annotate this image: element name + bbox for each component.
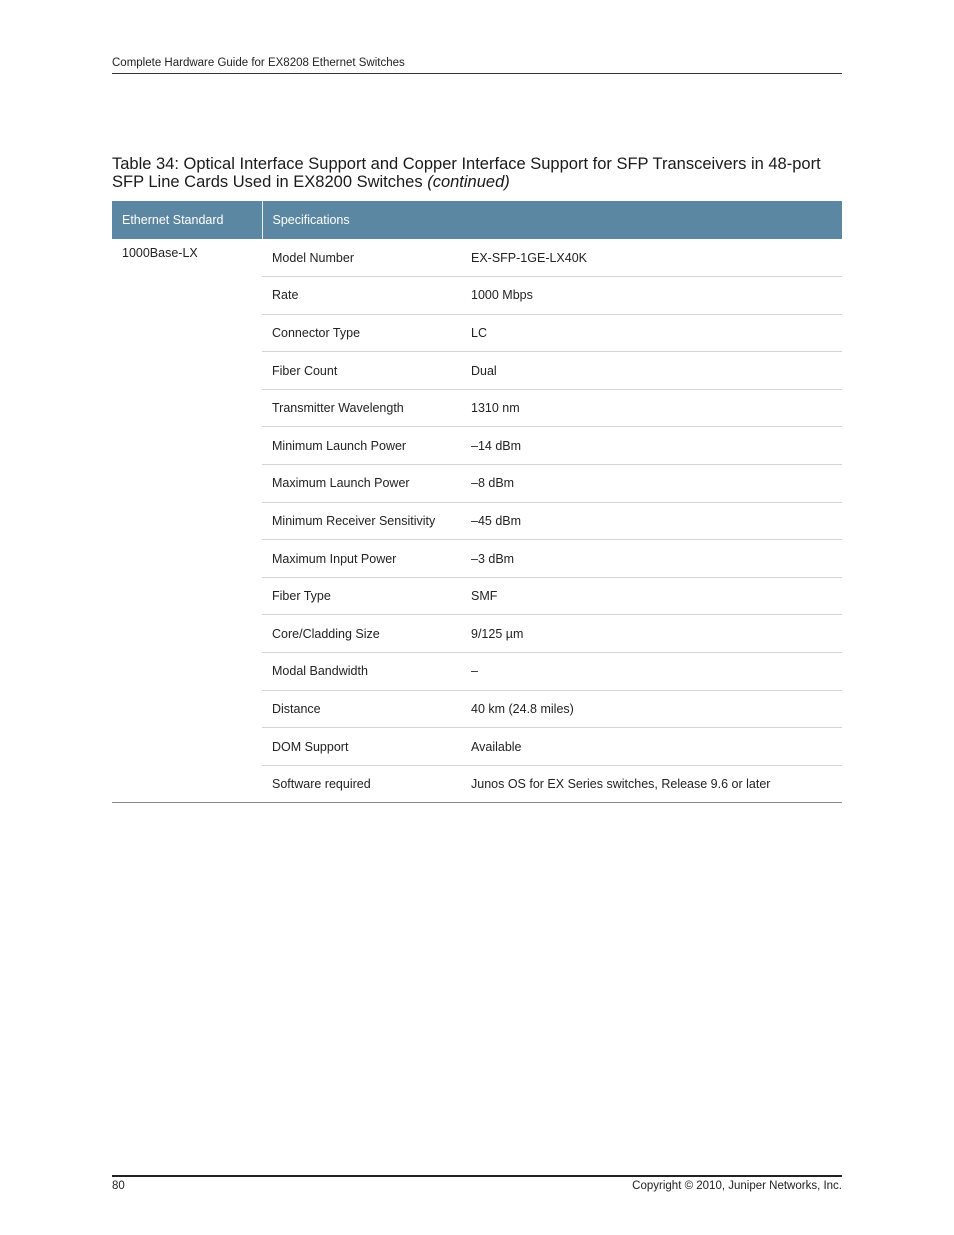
spec-value: – (461, 653, 842, 691)
ethernet-standard-cell: 1000Base-LX (112, 239, 262, 803)
column-header-specifications: Specifications (262, 201, 842, 239)
spec-parameter: DOM Support (262, 728, 461, 766)
spec-table (112, 201, 842, 803)
spec-value: LC (461, 314, 842, 352)
spec-parameter: Rate (262, 277, 461, 315)
table-title-suffix: (continued) (427, 173, 510, 191)
spec-parameter: Software required (262, 765, 461, 803)
spec-value: –8 dBm (461, 465, 842, 503)
spec-value: 1310 nm (461, 389, 842, 427)
running-header-title: Complete Hardware Guide for EX8208 Ethernet Switches (112, 57, 405, 69)
spec-parameter: Model Number (262, 239, 461, 277)
spec-parameter: Minimum Launch Power (262, 427, 461, 465)
running-header (112, 57, 842, 74)
spec-parameter: Distance (262, 690, 461, 728)
table-title (112, 155, 842, 191)
spec-value: 9/125 µm (461, 615, 842, 653)
spec-value: 1000 Mbps (461, 277, 842, 315)
spec-value: SMF (461, 577, 842, 615)
spec-parameter: Modal Bandwidth (262, 653, 461, 691)
spec-value: –45 dBm (461, 502, 842, 540)
spec-value: 40 km (24.8 miles) (461, 690, 842, 728)
spec-value: Dual (461, 352, 842, 390)
spec-parameter: Minimum Receiver Sensitivity (262, 502, 461, 540)
table-row (112, 239, 842, 277)
spec-parameter: Fiber Type (262, 577, 461, 615)
table-body (112, 239, 842, 803)
spec-parameter: Maximum Launch Power (262, 465, 461, 503)
spec-parameter: Maximum Input Power (262, 540, 461, 578)
spec-parameter: Fiber Count (262, 352, 461, 390)
spec-value: Available (461, 728, 842, 766)
spec-value: EX-SFP-1GE-LX40K (461, 239, 842, 277)
running-footer (112, 1175, 842, 1192)
table-title-text: Table 34: Optical Interface Support and Copper Interface Support for SFP Transceivers in 48-port SFP Line Cards Used in EX8200 Switches (112, 155, 821, 191)
spec-parameter: Connector Type (262, 314, 461, 352)
column-header-standard: Ethernet Standard (112, 201, 262, 239)
spec-value: –3 dBm (461, 540, 842, 578)
table-header-row (112, 201, 842, 239)
spec-parameter: Transmitter Wavelength (262, 389, 461, 427)
spec-value: Junos OS for EX Series switches, Release 9.6 or later (461, 765, 842, 803)
spec-parameter: Core/Cladding Size (262, 615, 461, 653)
spec-value: –14 dBm (461, 427, 842, 465)
page-number: 80 (112, 1180, 125, 1192)
copyright: Copyright © 2010, Juniper Networks, Inc. (632, 1180, 842, 1192)
